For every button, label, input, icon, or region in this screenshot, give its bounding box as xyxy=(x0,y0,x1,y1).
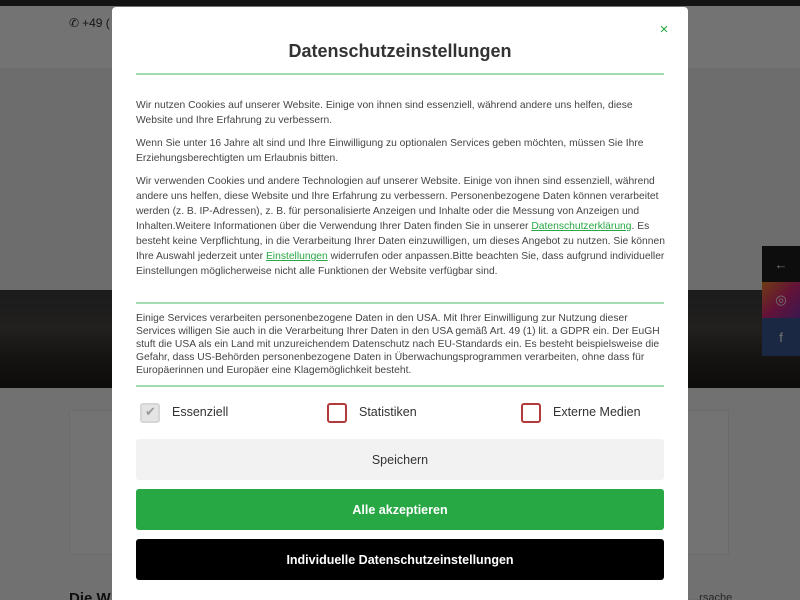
usa-notice-text: Einige Services verarbeiten personenbezogene Daten in den USA. Mit Ihrer Einwilligung zur Nutzung dieser Services willigen Sie auch in die Verarbeitung Ihrer Daten in den USA gemäß Art. 49 (1) lit. a GDPR ein. Der EuGH stuft die USA als ein Land mit unzureichendem Datenschutz nach EU-Standards ein. Es besteht beispielsweise die Gefahr, dass US-Behörden personenbezogene Daten in Überwachungsprogrammen verarbeiten, ohne dass für Europäerinnen und Europäer eine Klagemöglichkeit besteht. xyxy=(136,313,660,376)
categories-divider xyxy=(136,385,664,387)
privacy-policy-link[interactable]: Datenschutzerklärung xyxy=(531,221,632,232)
details-text-part: widerrufen oder anpassen.Bitte beachten Sie, dass aufgrund individueller Einstellungen möglicherweise nicht alle Funktionen der Website verfügbar sind. xyxy=(136,251,665,277)
details-text-part: . Es besteht keine Verpflichtung, in die Verarbeitung Ihrer Daten einzuwilligen, um dieses Angebot zu nutzen. Sie können Ihre Auswahl jederzeit unter xyxy=(136,221,665,262)
external-media-checkbox[interactable] xyxy=(521,403,541,423)
external-media-label[interactable]: Externe Medien xyxy=(553,405,641,419)
settings-link[interactable]: Einstellungen xyxy=(265,251,328,262)
dialog-title: Datenschutzeinstellungen xyxy=(288,41,512,61)
details-text-part: Wir verwenden Cookies und andere Technologien auf unserer Website. Einige von ihnen sind essenziell, während andere uns helfen, diese Website und Ihre Erfahrung zu verbessern. Personenbezogene Daten können verarbeitet werden (z. B. IP-Adressen), z. B. für personalisierte Anzeigen und Inhalte oder die Messung von Anzeigen und Inhalten.Weitere Informationen über die Verwendung Ihrer Daten finden Sie in unserer xyxy=(136,176,659,232)
intro-text: Wir nutzen Cookies auf unserer Website. Einige von ihnen sind essenziell, während andere uns helfen, diese Website und Ihre Erfahrung zu verbessern. xyxy=(136,100,633,126)
save-button[interactable]: Speichern xyxy=(136,439,664,480)
essential-label: Essenziell xyxy=(172,405,229,419)
title-divider xyxy=(136,73,664,75)
details-text xyxy=(136,174,666,279)
checkmark-icon: ✔ xyxy=(145,404,156,419)
close-icon[interactable]: × xyxy=(659,21,669,38)
statistics-label[interactable]: Statistiken xyxy=(359,405,417,419)
privacy-settings-dialog xyxy=(112,7,688,600)
accept-all-button[interactable]: Alle akzeptieren xyxy=(136,489,664,530)
age-notice-text: Wenn Sie unter 16 Jahre alt sind und Ihre Einwilligung zu optionalen Services geben möchten, müssen Sie Ihre Erziehungsberechtigten um Erlaubnis bitten. xyxy=(136,138,644,164)
statistics-checkbox[interactable] xyxy=(327,403,347,423)
essential-checkbox xyxy=(140,403,160,423)
consent-categories xyxy=(136,402,664,424)
individual-settings-button[interactable]: Individuelle Datenschutzeinstellungen xyxy=(136,539,664,580)
details-divider xyxy=(136,302,664,304)
